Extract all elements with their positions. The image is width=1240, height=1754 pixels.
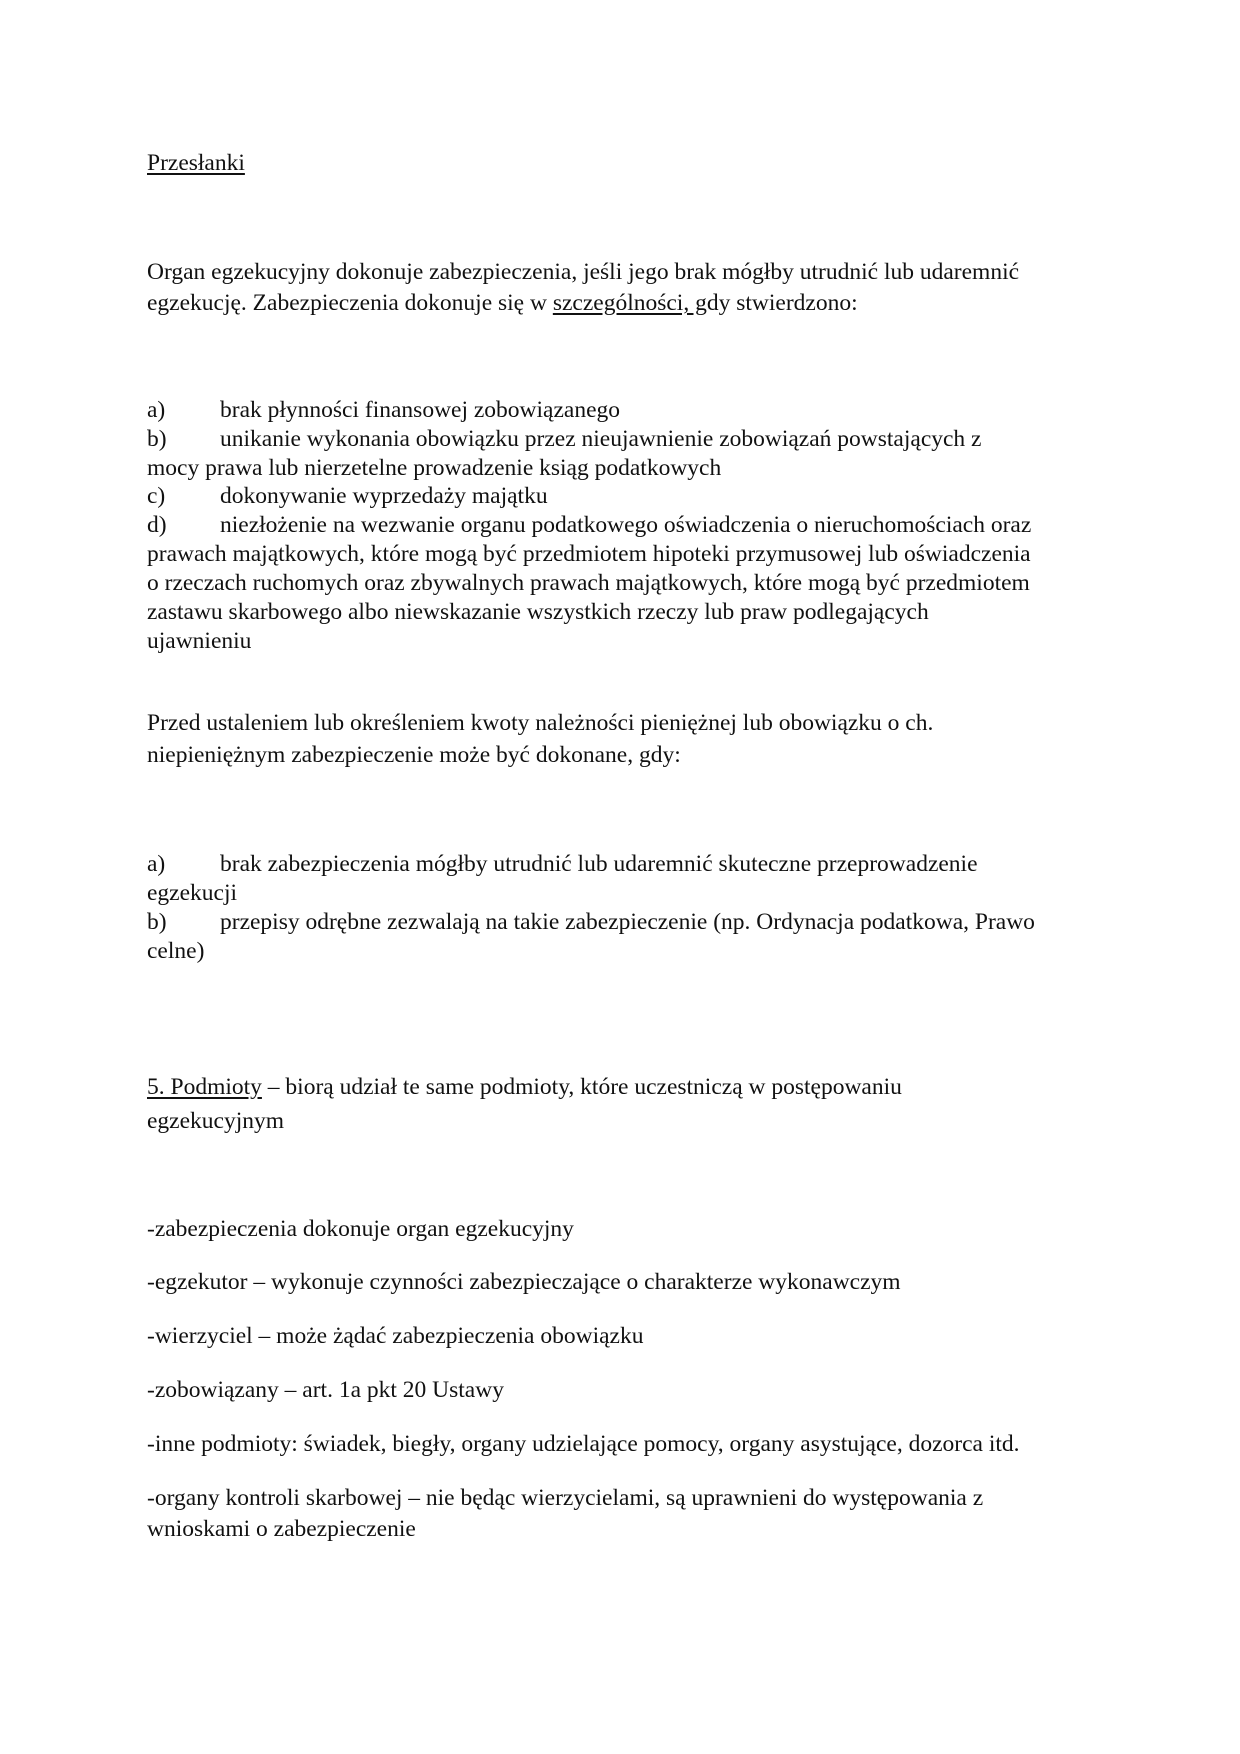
para1-line2-pre: egzekucję. Zabezpieczenia dokonuje się w [147,290,553,316]
list2-item-b [147,908,1035,936]
dash-item: -zabezpieczenia dokonuje organ egzekucyjny [147,1216,574,1242]
heading-przeslanki: Przesłanki [147,150,245,176]
para1-line2-post: dy stwierdzono: [706,290,858,316]
list-label: a) [147,397,166,423]
list-label: b) [147,909,167,935]
list2-item-a [147,850,978,878]
dash-item: -inne podmioty: świadek, biegły, organy udzielające pomocy, organy asystujące, dozorca itd. [147,1431,1020,1457]
section5-line1 [147,1073,902,1101]
list-text: przepisy odrębne zezwalają na takie zabezpieczenie (np. Ordynacja podatkowa, Prawo [220,909,1035,935]
list1-item-b [147,425,982,453]
list1-item-d [147,511,1031,539]
list1-item-d-cont2: o rzeczach ruchomych oraz zbywalnych prawach majątkowych, które mogą być przedmiotem [147,570,1030,596]
list-label: b) [147,426,167,452]
list-label: a) [147,851,166,877]
section5-title: 5. Podmioty [147,1074,262,1100]
dash-item: -egzekutor – wykonuje czynności zabezpieczające o charakterze wykonawczym [147,1269,901,1295]
list-text: dokonywanie wyprzedaży majątku [220,483,548,509]
list-text: brak zabezpieczenia mógłby utrudnić lub udaremnić skuteczne przeprowadzenie [220,851,978,877]
list2-item-b-cont: celne) [147,938,205,964]
list-text: niezłożenie na wezwanie organu podatkowego oświadczenia o nieruchomościach oraz [220,512,1032,538]
para2-line1: Przed ustaleniem lub określeniem kwoty należności pieniężnej lub obowiązku o ch. [147,710,934,736]
list1-item-d-cont4: ujawnieniu [147,628,252,654]
dash-item: -wierzyciel – może żądać zabezpieczenia obowiązku [147,1323,644,1349]
dash-item-cont: wnioskami o zabezpieczenie [147,1516,416,1542]
list1-item-d-cont1: prawach majątkowych, które mogą być przedmiotem hipoteki przymusowej lub oświadczenia [147,541,1031,567]
list1-item-a [147,396,620,424]
list1-item-d-cont3: zastawu skarbowego albo niewskazanie wszystkich rzeczy lub praw podlegających [147,599,929,625]
para1-line2 [147,289,858,317]
list-text: brak płynności finansowej zobowiązanego [220,397,621,423]
list-text: unikanie wykonania obowiązku przez nieujawnienie zobowiązań powstających z [220,426,982,452]
para2-line2: niepieniężnym zabezpieczenie może być dokonane, gdy: [147,742,681,768]
dash-item: -organy kontroli skarbowej – nie będąc wierzycielami, są uprawnieni do występowania z [147,1485,984,1511]
list2-item-a-cont: egzekucji [147,880,238,906]
para1-underlined-phrase: szczególności, g [552,290,707,316]
section5-line2: egzekucyjnym [147,1108,285,1134]
section5-desc: – biorą udział te same podmioty, które uczestniczą w postępowaniu [261,1074,902,1100]
list1-item-c [147,482,548,510]
para1-line1: Organ egzekucyjny dokonuje zabezpieczenia, jeśli jego brak mógłby utrudnić lub udaremnić [147,259,1020,285]
list1-item-b-cont: mocy prawa lub nierzetelne prowadzenie ksiąg podatkowych [147,455,722,481]
dash-item: -zobowiązany – art. 1a pkt 20 Ustawy [147,1377,504,1403]
list-label: c) [147,483,166,509]
list-label: d) [147,512,167,538]
